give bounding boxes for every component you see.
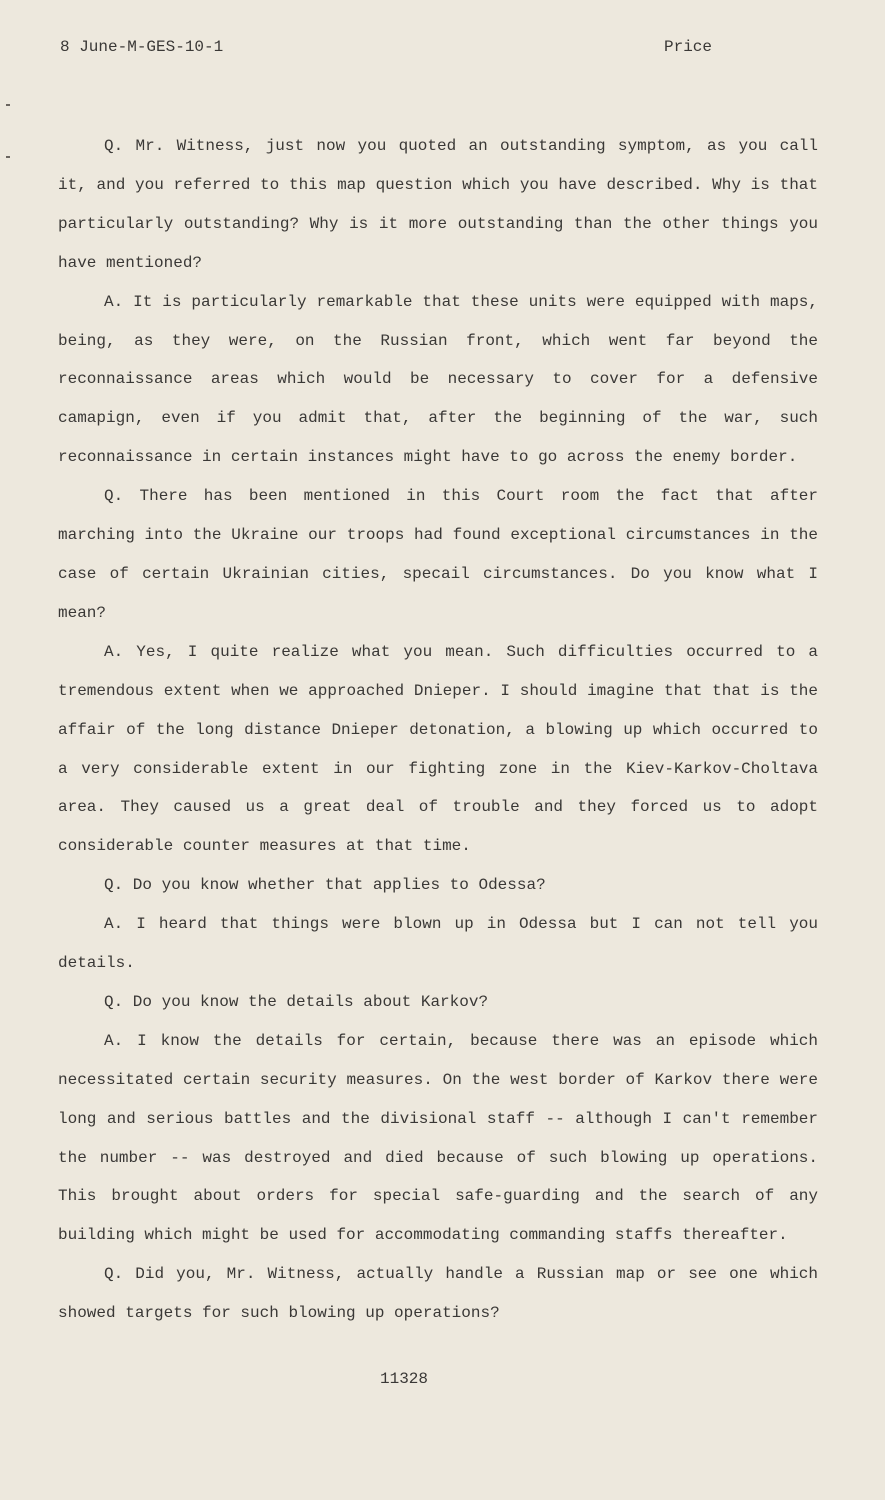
answer-paragraph: A. It is particularly remarkable that these units were equipped with maps, being, as they were, on the Russian front, which went far beyond the reconnaissance areas which would be necessary to cover for a defensive camapign, even if you admit that, after the beginning of the war, such reconnaissance in certain instances might have to go across the enemy border. <box>58 292 818 467</box>
witness-name: Price <box>664 38 713 56</box>
question-paragraph: Q. Mr. Witness, just now you quoted an outstanding symptom, as you call it, and you referred to this map question which you have described. Why is that particularly outstanding? Why is it more outstanding than the other things you have mentioned? <box>58 137 818 272</box>
edge-mark <box>6 156 10 158</box>
question-paragraph: Q. Do you know whether that applies to Odessa? <box>104 876 546 895</box>
edge-mark <box>6 104 10 106</box>
transcript-body <box>58 127 818 1333</box>
answer-paragraph: A. I know the details for certain, because there was an episode which necessitated certain security measures. On the west border of Karkov there were long and serious battles and the divisional staff -- although I can't remember the number -- was destroyed and died because of such blowing up operations. This brought about orders for special safe-guarding and the search of any building which might be used for accommodating commanding staffs thereafter. <box>58 1031 818 1245</box>
page-number: 11328 <box>380 1370 429 1388</box>
answer-paragraph: A. Yes, I quite realize what you mean. Such difficulties occurred to a tremendous extent when we approached Dnieper. I should imagine that that is the affair of the long distance Dnieper detonation, a blowing up which occurred to a very considerable extent in our fighting zone in the Kiev-Karkov-Choltava area. They caused us a great deal of trouble and they forced us to adopt considerable counter measures at that time. <box>58 642 818 856</box>
document-reference: 8 June-M-GES-10-1 <box>60 38 224 56</box>
question-paragraph: Q. Do you know the details about Karkov? <box>104 992 489 1011</box>
question-paragraph: Q. There has been mentioned in this Court room the fact that after marching into the Ukraine our troops had found exceptional circumstances in the case of certain Ukrainian cities, specail circumstances. Do you know what I mean? <box>58 487 818 622</box>
answer-paragraph: A. I heard that things were blown up in Odessa but I can not tell you details. <box>58 915 818 973</box>
question-paragraph: Q. Did you, Mr. Witness, actually handle a Russian map or see one which showed targets for such blowing up operations? <box>58 1265 818 1323</box>
